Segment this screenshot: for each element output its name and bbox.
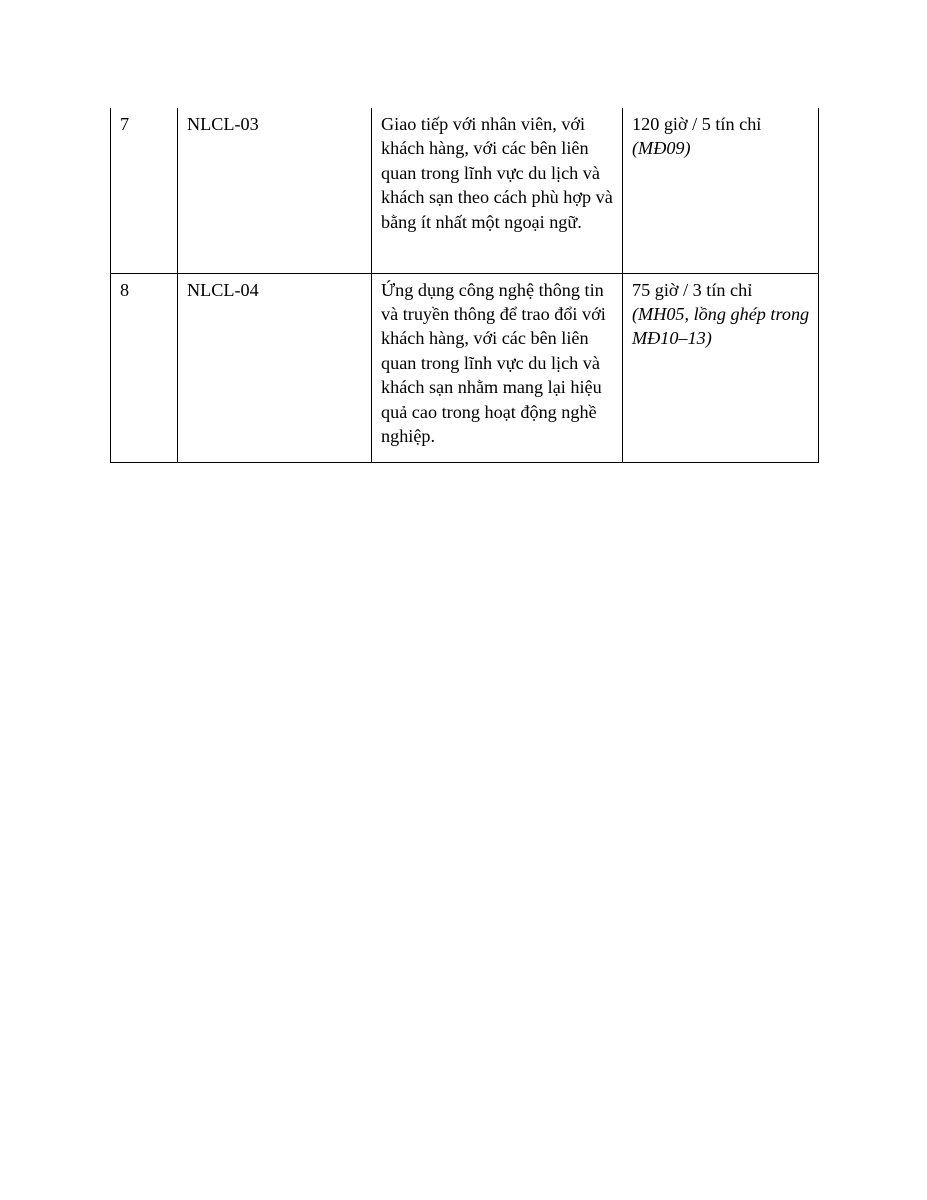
- table-row: [111, 273, 819, 462]
- module-note-text: (MĐ09): [632, 138, 691, 159]
- duration-cell: [623, 273, 819, 462]
- row-number-cell: 8: [111, 273, 178, 462]
- duration-text: 75 giờ / 3 tín chỉ: [632, 279, 753, 300]
- competency-code-cell: NLCL-04: [178, 273, 372, 462]
- module-note-text: (MH05, lồng ghép trong MĐ10–13): [632, 303, 810, 349]
- duration-cell: [623, 108, 819, 273]
- duration-text: 120 giờ / 5 tín chỉ: [632, 114, 762, 134]
- competency-description-cell: Ứng dụng công nghệ thông tin và truyền thông để trao đổi với khách hàng, với các bên liên quan trong lĩnh vực du lịch và khách sạn nhằm mang lại hiệu quả cao trong hoạt động nghề nghiệp.: [372, 273, 623, 462]
- table-row: [111, 108, 819, 273]
- competency-code-cell: NLCL-03: [178, 108, 372, 273]
- competency-description-cell: Giao tiếp với nhân viên, với khách hàng, với các bên liên quan trong lĩnh vực du lịch và khách sạn theo cách phù hợp và bằng ít nhất một ngoại ngữ.: [372, 108, 623, 273]
- competency-table: [110, 108, 819, 463]
- row-number-cell: 7: [111, 108, 178, 273]
